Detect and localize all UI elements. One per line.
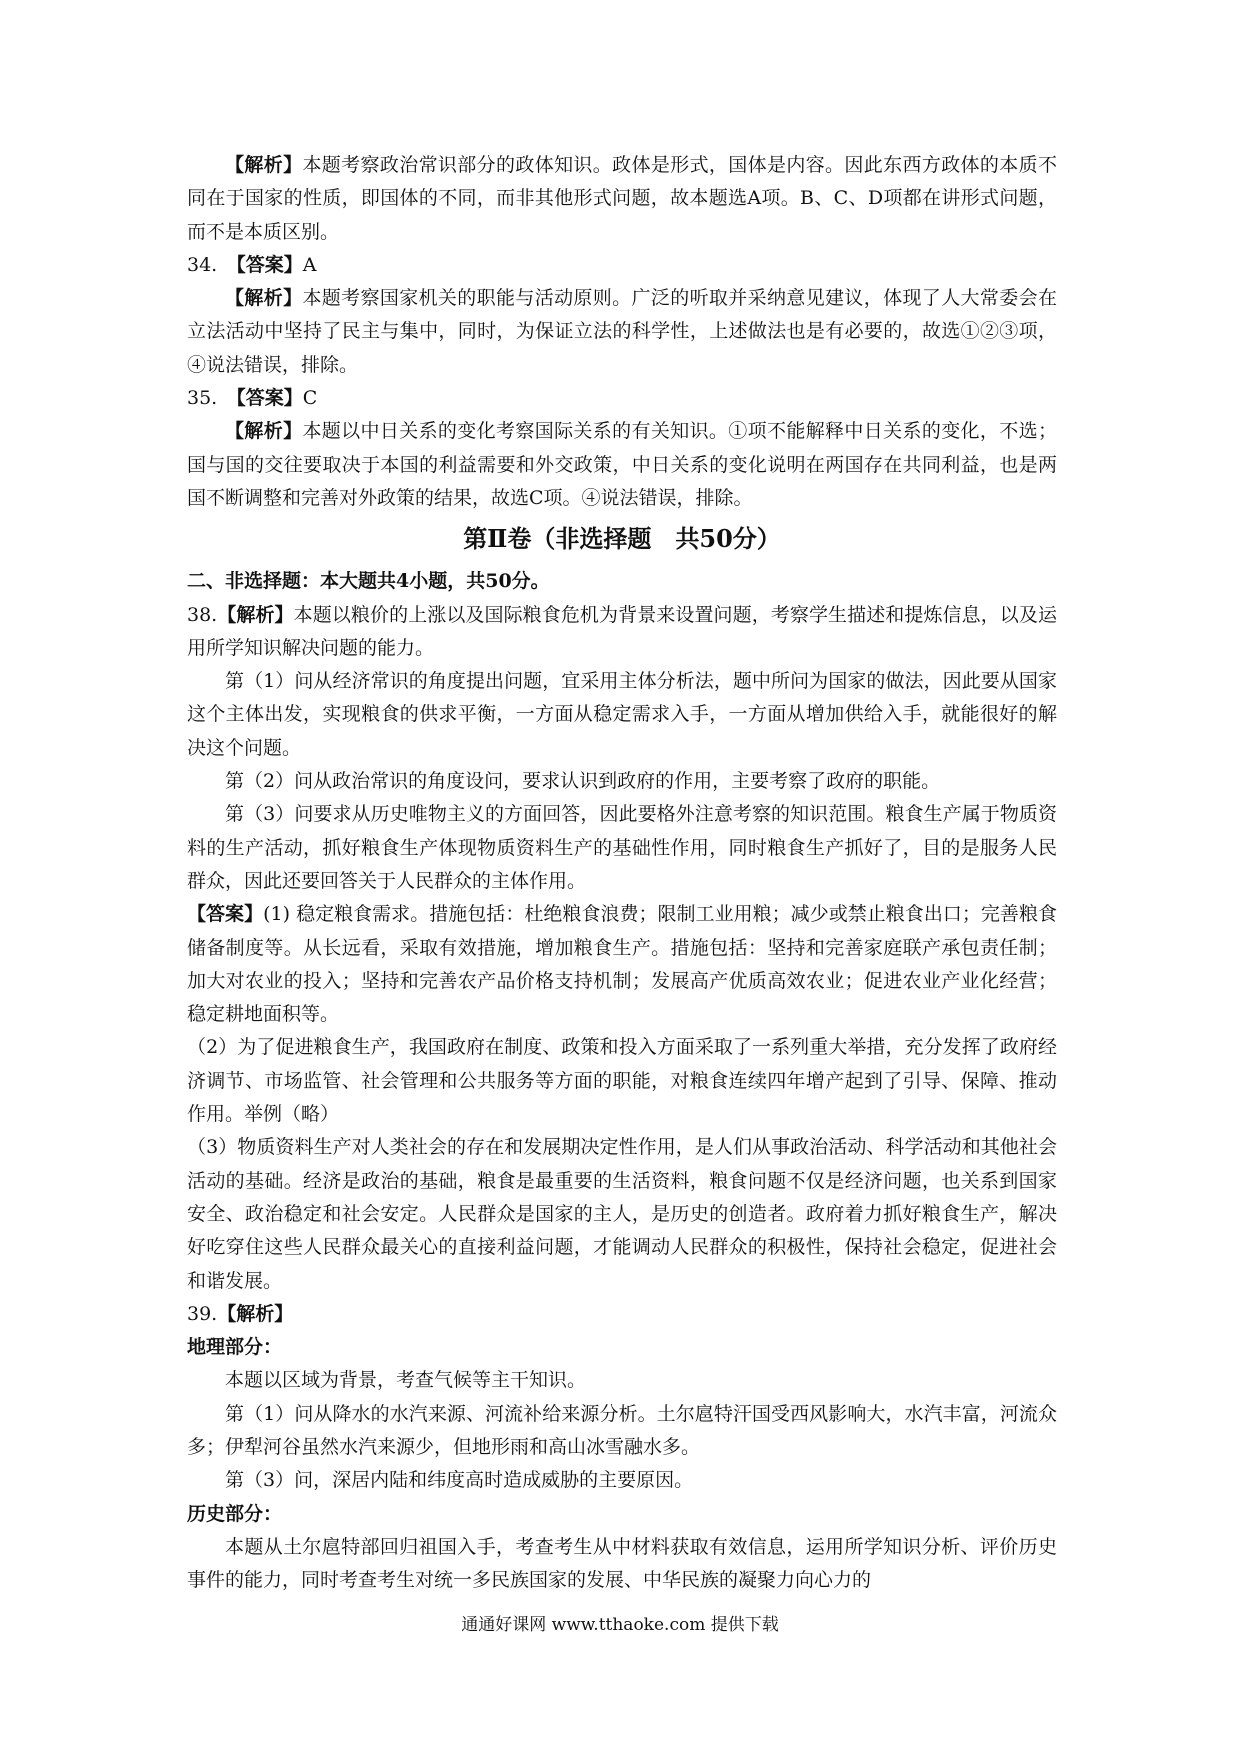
history-heading: 历史部分： [187,1502,283,1525]
history-paragraph-1: 本题从土尔扈特部回归祖国入手，考查考生从中材料获取有效信息，运用所学知识分析、评价历史事件的能力，同时考查考生对统一多民族国家的发展、中华民族的凝聚力向心力的 [187,1535,1057,1592]
question-number: 39. [187,1302,218,1325]
question-38-answer-2: （2）为了促进粮食生产，我国政府在制度、政策和投入方面采取了一系列重大举措，充分发挥了政府经济调节、市场监管、社会管理和公共服务等方面的职能，对粮食连续四年增产起到了引导、保障、推动作用。举例（略） [187,1036,1057,1126]
answer-text: (1) 稳定粮食需求。措施包括：杜绝粮食浪费；限制工业用粮；减少或禁止粮食出口；完善粮食储备制度等。从长远看，采取有效措施，增加粮食生产。措施包括：坚持和完善家庭联产承包责任制；加大对农业的投入；坚持和完善农产品价格支持机制；发展高产优质高效农业；促进农业产业化经营；稳定耕地面积等。 [187,903,1057,1026]
question-38-part-3: 第（3）问要求从历史唯物主义的方面回答，因此要格外注意考察的知识范围。粮食生产属于物质资料的生产活动，抓好粮食生产体现物质资料生产的基础性作用，同时粮食生产抓好了，目的是服务人民群众，因此还要回答关于人民群众的主体作用。 [187,803,1057,892]
question-39-intro [187,1298,1057,1331]
geography-paragraph-1: 本题以区域为背景，考查气候等主干知识。 [225,1369,587,1392]
question-38-intro [187,599,1057,666]
analysis-label: 【解析】 [225,154,303,176]
question-35-analysis [187,415,1057,515]
page-footer: 通通好课网 www.tthaoke.com 提供下载 [461,1615,779,1635]
analysis-33-paragraph [187,149,1057,249]
question-number: 38. [187,603,218,626]
answer-label: 【答案】 [236,387,303,410]
analysis-label: 【解析】 [217,603,294,626]
question-34-answer [187,249,1057,282]
question-34-analysis [187,282,1057,382]
answer-label: 【答案】 [236,253,303,276]
analysis-text: 本题以中日关系的变化考察国际关系的有关知识。①项不能解释中日关系的变化，不选；国与国的交往要取决于本国的利益需要和外交政策，中日关系的变化说明在两国存在共同利益，也是两国不断调整和完善对外政策的结果，故选C项。④说法错误，排除。 [187,420,1057,509]
answer-value: A [302,253,317,276]
question-38-part-1: 第（1）问从经济常识的角度提出问题，宜采用主体分析法，题中所问为国家的做法，因此要从国家这个主体出发，实现粮食的供求平衡，一方面从稳定需求入手，一方面从增加供给入手，就能很好的解决这个问题。 [187,670,1057,759]
question-35-answer [187,382,1057,415]
question-38-part-2: 第（2）问从政治常识的角度设问，要求认识到政府的作用，主要考察了政府的职能。 [225,770,941,793]
question-number: 34. [187,253,218,276]
geography-paragraph-3: 第（3）问，深居内陆和纬度高时造成威胁的主要原因。 [225,1469,694,1492]
analysis-text: 本题以粮价的上涨以及国际粮食危机为背景来设置问题，考察学生描述和提炼信息，以及运用所学知识解决问题的能力。 [187,603,1057,659]
document-body [187,149,1057,1597]
geography-paragraph-2: 第（1）问从降水的水汽来源、河流补给来源分析。土尔扈特汗国受西风影响大，水汽丰富，河流众多；伊犁河谷虽然水汽来源少，但地形雨和高山冰雪融水多。 [187,1402,1057,1458]
geography-heading: 地理部分： [187,1336,283,1359]
answer-value: C [302,387,318,410]
section-subtitle: 二、非选择题：本大题共4小题，共50分。 [187,570,550,593]
analysis-label: 【解析】 [217,1302,294,1325]
question-number: 35. [187,387,218,410]
analysis-label: 【解析】 [225,420,303,443]
question-38-answer-1 [187,898,1057,1031]
analysis-text: 本题考察国家机关的职能与活动原则。广泛的听取并采纳意见建议，体现了人大常委会在立法活动中坚持了民主与集中，同时，为保证立法的科学性，上述做法也是有必要的，故选①②③项，④说法错误，排除。 [187,287,1057,376]
analysis-text: 本题考察政治常识部分的政体知识。政体是形式，国体是内容。因此东西方政体的本质不同在于国家的性质，即国体的不同，而非其他形式问题，故本题选A项。B、C、D项都在讲形式问题，而不是本质区别。 [187,154,1057,243]
analysis-label: 【解析】 [225,287,303,310]
question-38-answer-3: （3）物质资料生产对人类社会的存在和发展期决定性作用，是人们从事政治活动、科学活动和其他社会活动的基础。经济是政治的基础，粮食是最重要的生活资料，粮食问题不仅是经济问题，也关系到国家安全、政治稳定和社会安定。人民群众是国家的主人，是历史的创造者。政府着力抓好粮食生产，解决好吃穿住这些人民群众最关心的直接利益问题，才能调动人民群众的积极性，保持社会稳定，促进社会和谐发展。 [187,1136,1057,1292]
section-title: 第Ⅱ卷（非选择题 共50分） [463,524,781,554]
answer-label: 【答案】 [187,903,264,926]
